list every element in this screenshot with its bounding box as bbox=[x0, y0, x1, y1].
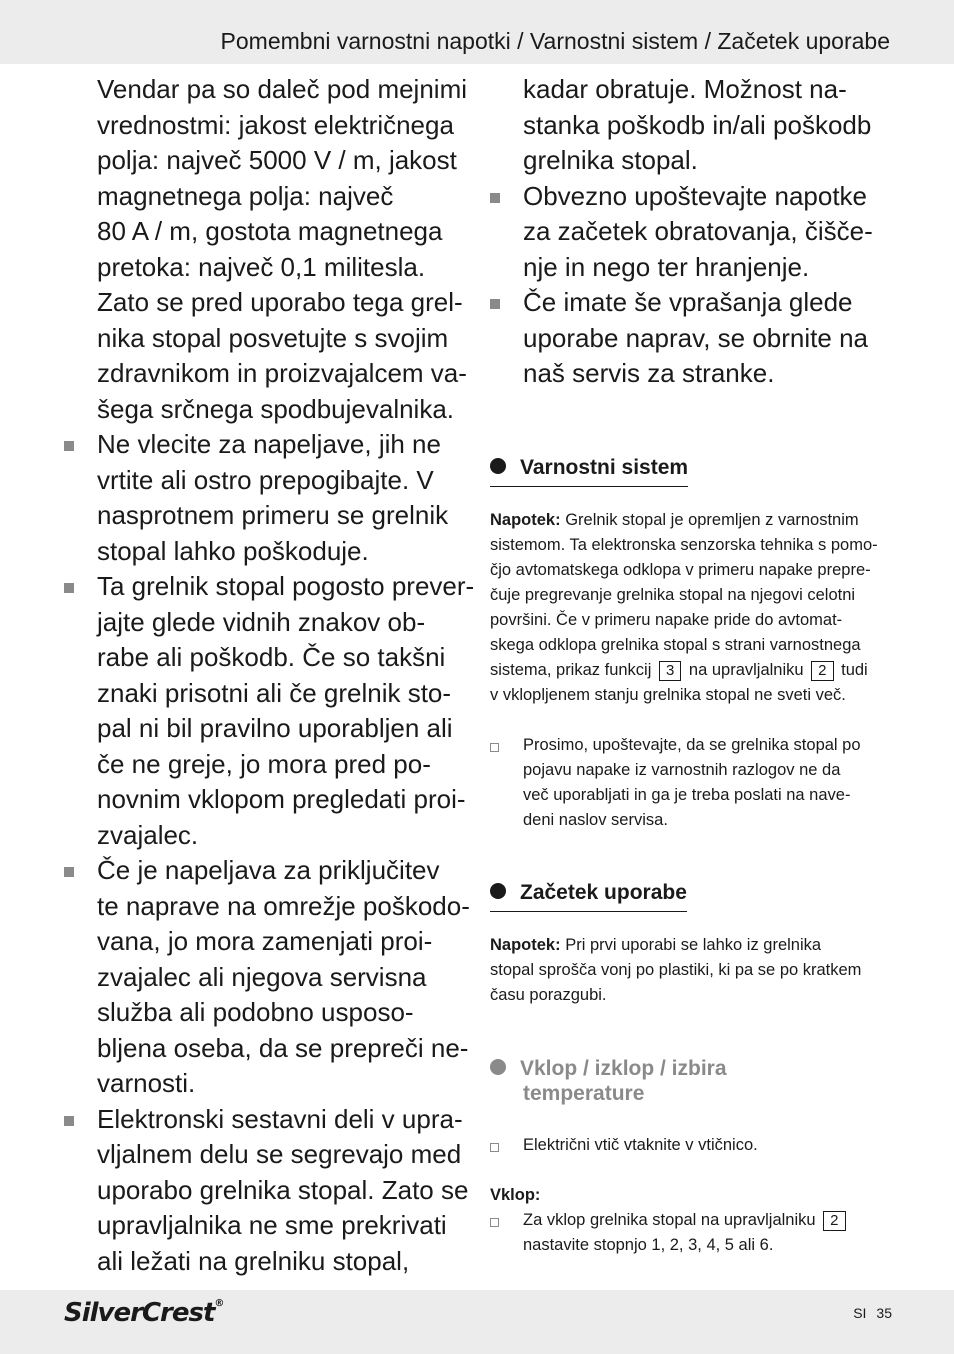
square-bullet-icon bbox=[64, 867, 74, 877]
brand-logo bbox=[64, 1298, 223, 1328]
safety-list-item bbox=[523, 285, 903, 392]
text-fragment: tudi bbox=[841, 661, 868, 679]
filled-circle-icon bbox=[490, 1059, 506, 1075]
text-line: ali ležati na grelniku stopal, bbox=[97, 1245, 410, 1276]
text-line: vrednostmi: jakost električnega bbox=[97, 109, 454, 140]
heading-text: Vklop / izklop / izbira bbox=[520, 1057, 727, 1080]
text-line: Vendar pa so daleč pod mejnimi bbox=[97, 74, 468, 104]
text-fragment: na upravljalniku bbox=[688, 661, 804, 679]
safety-list-item bbox=[97, 427, 477, 569]
logo-text: SilverCrest bbox=[64, 1298, 215, 1328]
intro-paragraph bbox=[97, 72, 477, 427]
text-line: Ta grelnik stopal pogosto prever- bbox=[97, 571, 475, 601]
text-line: varnosti. bbox=[97, 1068, 196, 1098]
reference-box: 3 bbox=[659, 661, 681, 681]
text-line: pojavu napake iz varnostnih razlogov ne da bbox=[523, 761, 841, 779]
text-line: v vklopljenem stanju grelnika stopal ne sveti več. bbox=[490, 686, 846, 704]
note-line bbox=[490, 508, 900, 533]
text-line: pretoka: največ 0,1 militesla. bbox=[97, 251, 426, 282]
text-line: 80 A / m, gostota magnetnega bbox=[97, 216, 443, 246]
section-heading-start-of-use bbox=[490, 881, 687, 912]
page-header-title: Pomembni varnostni napotki / Varnostni sistem / Začetek uporabe bbox=[220, 28, 890, 54]
vklop-label: Vklop: bbox=[490, 1186, 541, 1204]
text-line: Če imate še vprašanja glede bbox=[523, 287, 853, 317]
square-bullet-icon bbox=[64, 1116, 74, 1126]
text-line: vrtite ali ostro prepogibajte. V bbox=[97, 464, 434, 495]
language-code: SI bbox=[853, 1305, 867, 1321]
text-line: uporabo grelnika stopal. Zato se bbox=[97, 1174, 469, 1205]
safety-system-note bbox=[490, 508, 900, 708]
text-line: stopal sprošča vonj po plastiki, ki pa se po kratkem bbox=[490, 961, 862, 979]
text-line: zvajalec ali njegova servisna bbox=[97, 961, 427, 992]
text-line: stopal lahko poškoduje. bbox=[97, 535, 369, 566]
text-line bbox=[523, 1208, 903, 1233]
square-bullet-icon bbox=[490, 193, 500, 203]
safety-list-item bbox=[523, 179, 903, 286]
square-bullet-icon bbox=[490, 299, 500, 309]
text-line: uporabe naprav, se obrnite na bbox=[523, 322, 868, 353]
text-line: novnim vklopom pregledati proi- bbox=[97, 784, 466, 814]
text-line: če ne greje, jo mora pred po- bbox=[97, 748, 431, 779]
text-line: za začetek obratovanja, čišče- bbox=[523, 216, 873, 246]
text-line: čjo avtomatskega odklopa v primeru napake prepre- bbox=[490, 561, 871, 579]
text-line: jajte glede vidnih znakov ob- bbox=[97, 606, 426, 637]
text-line: Ne vlecite za napeljave, jih ne bbox=[97, 429, 441, 459]
text-line: skega odklopa grelnika stopal s strani varnostnega bbox=[490, 636, 861, 654]
safety-list-item bbox=[97, 569, 477, 853]
text-line: nastavite stopnjo 1, 2, 3, 4, 5 ali 6. bbox=[523, 1236, 774, 1254]
text-fragment: sistema, prikaz funkcij bbox=[490, 661, 652, 679]
text-line: več uporabljati in ga je treba poslati na nave- bbox=[523, 786, 851, 804]
text-line: zvajalec. bbox=[97, 819, 199, 850]
text-line: Električni vtič vtaknite v vtičnico. bbox=[523, 1136, 758, 1154]
text-line: grelnika stopal. bbox=[523, 145, 698, 175]
text-line: sistemom. Ta elektronska senzorska tehnika s pomo- bbox=[490, 536, 878, 554]
square-bullet-icon bbox=[64, 441, 74, 451]
reference-box: 2 bbox=[811, 661, 833, 681]
text-line: upravljalnika ne sme prekrivati bbox=[97, 1210, 447, 1240]
heading-text: Začetek uporabe bbox=[520, 881, 687, 904]
text-line: Pri prvi uporabi se lahko iz grelnika bbox=[565, 936, 822, 954]
text-line: pal ni bil pravilno uporabljen ali bbox=[97, 713, 453, 743]
text-line: polja: največ 5000 V / m, jakost bbox=[97, 145, 457, 175]
section-heading-safety-system bbox=[490, 456, 688, 487]
text-line: stanka poškodb in/ali poškodb bbox=[523, 109, 872, 140]
text-line: vljalnem delu se segrevajo med bbox=[97, 1139, 462, 1169]
safety-list-item bbox=[97, 1102, 477, 1280]
text-line: vana, jo mora zamenjati proi- bbox=[97, 926, 433, 956]
hollow-square-bullet-icon bbox=[490, 1143, 499, 1152]
text-line: šega srčnega spodbujevalnika. bbox=[97, 393, 455, 424]
text-line: Če je napeljava za priključitev bbox=[97, 855, 440, 885]
text-line: naš servis za stranke. bbox=[523, 358, 775, 388]
vklop-line bbox=[490, 1183, 900, 1208]
vklop-label-block bbox=[490, 1183, 900, 1208]
text-line: magnetnega polja: največ bbox=[97, 180, 394, 211]
text-line: nasprotnem primeru se grelnik bbox=[97, 500, 449, 530]
section-heading-on-off bbox=[490, 1056, 727, 1112]
text-line: kadar obratuje. Možnost na- bbox=[523, 74, 847, 104]
text-line: Obvezno upoštevajte napotke bbox=[523, 180, 868, 211]
start-of-use-note bbox=[490, 933, 900, 1008]
text-line: površini. Če v primeru napake pride do avtomat- bbox=[490, 611, 843, 629]
text-line: Zato se pred uporabo tega grel- bbox=[97, 287, 463, 317]
text-line: čuje pregrevanje grelnika stopal na njegovi celotni bbox=[490, 586, 856, 604]
text-line: bljena oseba, da se prepreči ne- bbox=[97, 1032, 469, 1063]
text-line: času porazgubi. bbox=[490, 986, 607, 1004]
vklop-bullet bbox=[523, 1208, 903, 1258]
text-line: Elektronski sestavni deli v upra- bbox=[97, 1103, 463, 1134]
page-number: 35 bbox=[876, 1305, 892, 1321]
text-line: te naprave na omrežje poškodo- bbox=[97, 890, 470, 921]
text-line: rabe ali poškodb. Če so takšni bbox=[97, 642, 446, 672]
reference-box: 2 bbox=[823, 1211, 845, 1231]
hollow-square-bullet-icon bbox=[490, 743, 499, 752]
right-column-intro bbox=[523, 72, 903, 392]
hollow-square-bullet-icon bbox=[490, 1218, 499, 1227]
text-line: nika stopal posvetujte s svojim bbox=[97, 322, 449, 353]
text-line: zdravnikom in proizvajalcem va- bbox=[97, 358, 467, 388]
text-line: Grelnik stopal je opremljen z varnostnim bbox=[565, 511, 859, 529]
heading-text: temperature bbox=[523, 1082, 645, 1105]
filled-circle-icon bbox=[490, 458, 506, 474]
note-label: Napotek: bbox=[490, 511, 561, 529]
text-line: služba ali podobno usposo- bbox=[97, 997, 414, 1027]
filled-circle-icon bbox=[490, 883, 506, 899]
text-line: Prosimo, upoštevajte, da se grelnika stopal po bbox=[523, 736, 861, 754]
note-label: Napotek: bbox=[490, 936, 561, 954]
registered-mark: ® bbox=[214, 1298, 224, 1309]
heading-text: Varnostni sistem bbox=[520, 456, 689, 479]
page-meta bbox=[843, 1305, 892, 1321]
text-line: znaki prisotni ali če grelnik sto- bbox=[97, 677, 452, 708]
safety-list-item bbox=[97, 853, 477, 1102]
on-off-bullet bbox=[523, 1133, 903, 1158]
text-line: nje in nego ter hranjenje. bbox=[523, 251, 810, 282]
note-line bbox=[490, 658, 900, 683]
safety-system-bullet bbox=[523, 733, 903, 833]
text-line: deni naslov servisa. bbox=[523, 811, 668, 829]
text-fragment: Za vklop grelnika stopal na upravljalniku bbox=[523, 1211, 816, 1229]
square-bullet-icon bbox=[64, 583, 74, 593]
note-line bbox=[490, 933, 900, 958]
left-column bbox=[97, 72, 477, 1279]
